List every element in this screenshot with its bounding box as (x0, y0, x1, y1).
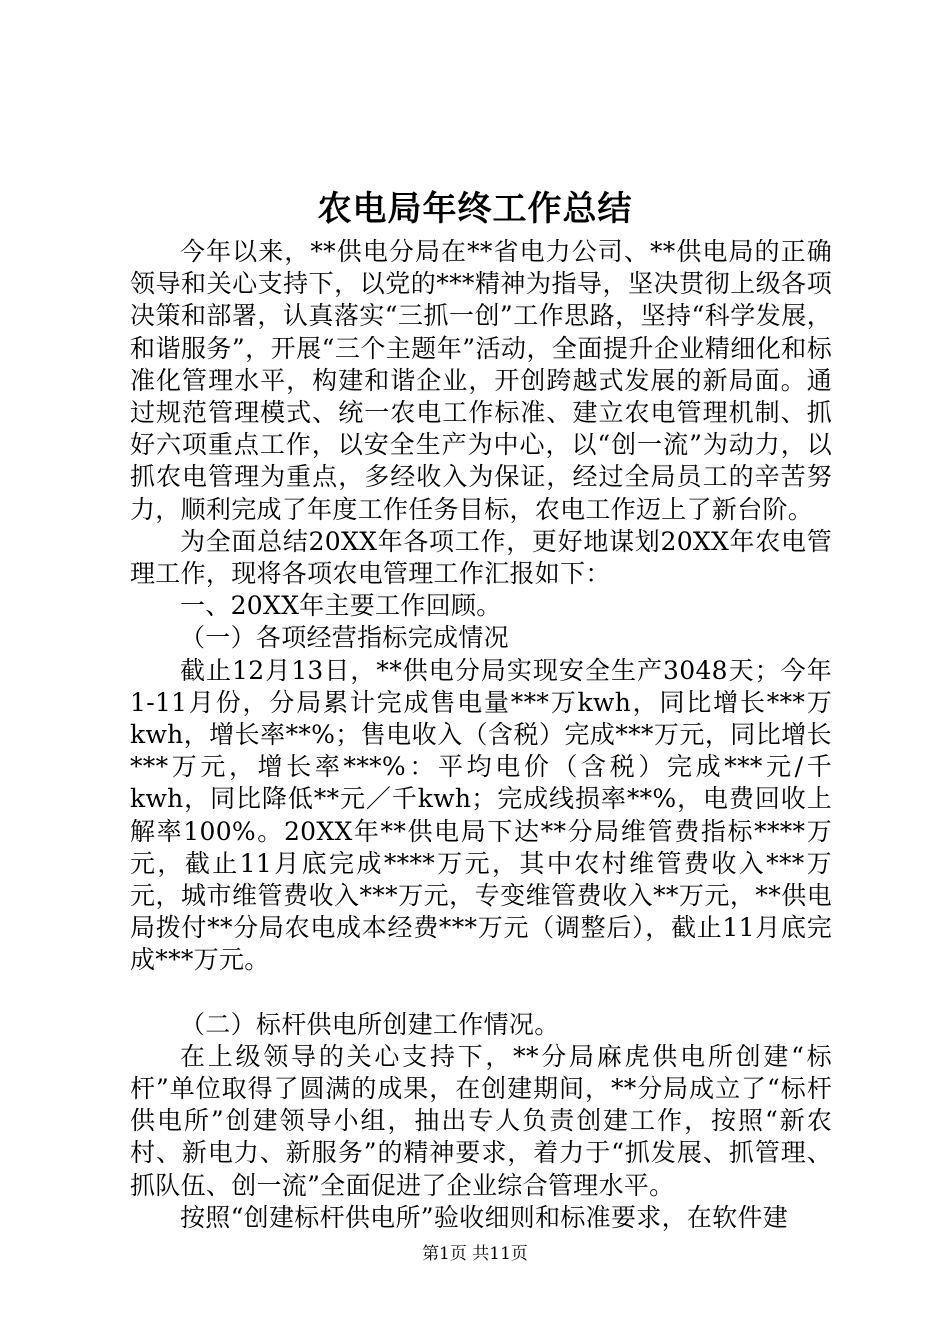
paragraph-intro: 今年以来，**供电分局在**省电力公司、**供电局的正确领导和关心支持下，以党的***精神为指导，坚决贯彻上级各项决策和部署，认真落实“三抓一创”工作思路，坚持“科学发展，和谐服务”，开展“三个主题年”活动，全面提升企业精细化和标准化管理水平，构建和谐企业，开创跨越式发展的新局面。通过规范管理模式、统一农电工作标准、建立农电管理机制、抓好六项重点工作，以安全生产为中心，以“创一流”为动力，以抓农电管理为重点，多经收入为保证，经过全局员工的辛苦努力，顺利完成了年度工作任务目标，农电工作迈上了新台阶。 (130, 237, 832, 524)
subsection-heading-benchmark: （二）标杆供电所创建工作情况。 (180, 1009, 560, 1039)
document-title: 农电局年终工作总结 (317, 189, 633, 229)
paragraph-indicators: 截止12月13日，**供电分局实现安全生产3048天；今年1-11月份，分局累计完成售电量***万kwh，同比增长***万kwh，增长率**%；售电收入（含税）完成***万元，同比增长***万元，增长率***%：平均电价（含税）完成***元/千kwh，同比降低**元／千kwh；完成线损率**%，电费回收上解率100%。20XX年**供电局下达**分局维管费指标****万元，截止11月底完成****万元，其中农村维管费收入***万元，城市维管费收入***万元，专变维管费收入**万元，**供电局拨付**分局农电成本经费***万元（调整后），截止11月底完成***万元。 (130, 655, 832, 975)
paragraph-summary-intro: 为全面总结20XX年各项工作，更好地谋划20XX年农电管理工作，现将各项农电管理工作汇报如下： (130, 526, 832, 589)
paragraph-benchmark: 在上级领导的关心支持下，**分局麻虎供电所创建“标杆”单位取得了圆满的成果，在创建期间，**分局成立了“标杆供电所”创建领导小组，抽出专人负责创建工作，按照“新农村、新电力、新服务”的精神要求，着力于“抓发展、抓管理、抓队伍、创一流”全面促进了企业综合管理水平。 (130, 1041, 832, 1200)
subsection-heading-indicators: （一）各项经营指标完成情况 (180, 623, 509, 653)
paragraph-acceptance: 按照“创建标杆供电所”验收细则和标准要求，在软件建 (180, 1202, 789, 1232)
document-body (130, 236, 832, 1234)
section-heading-review: 一、20XX年主要工作回顾。 (180, 591, 502, 621)
page-footer: 第1页 共11页 (422, 1244, 528, 1264)
